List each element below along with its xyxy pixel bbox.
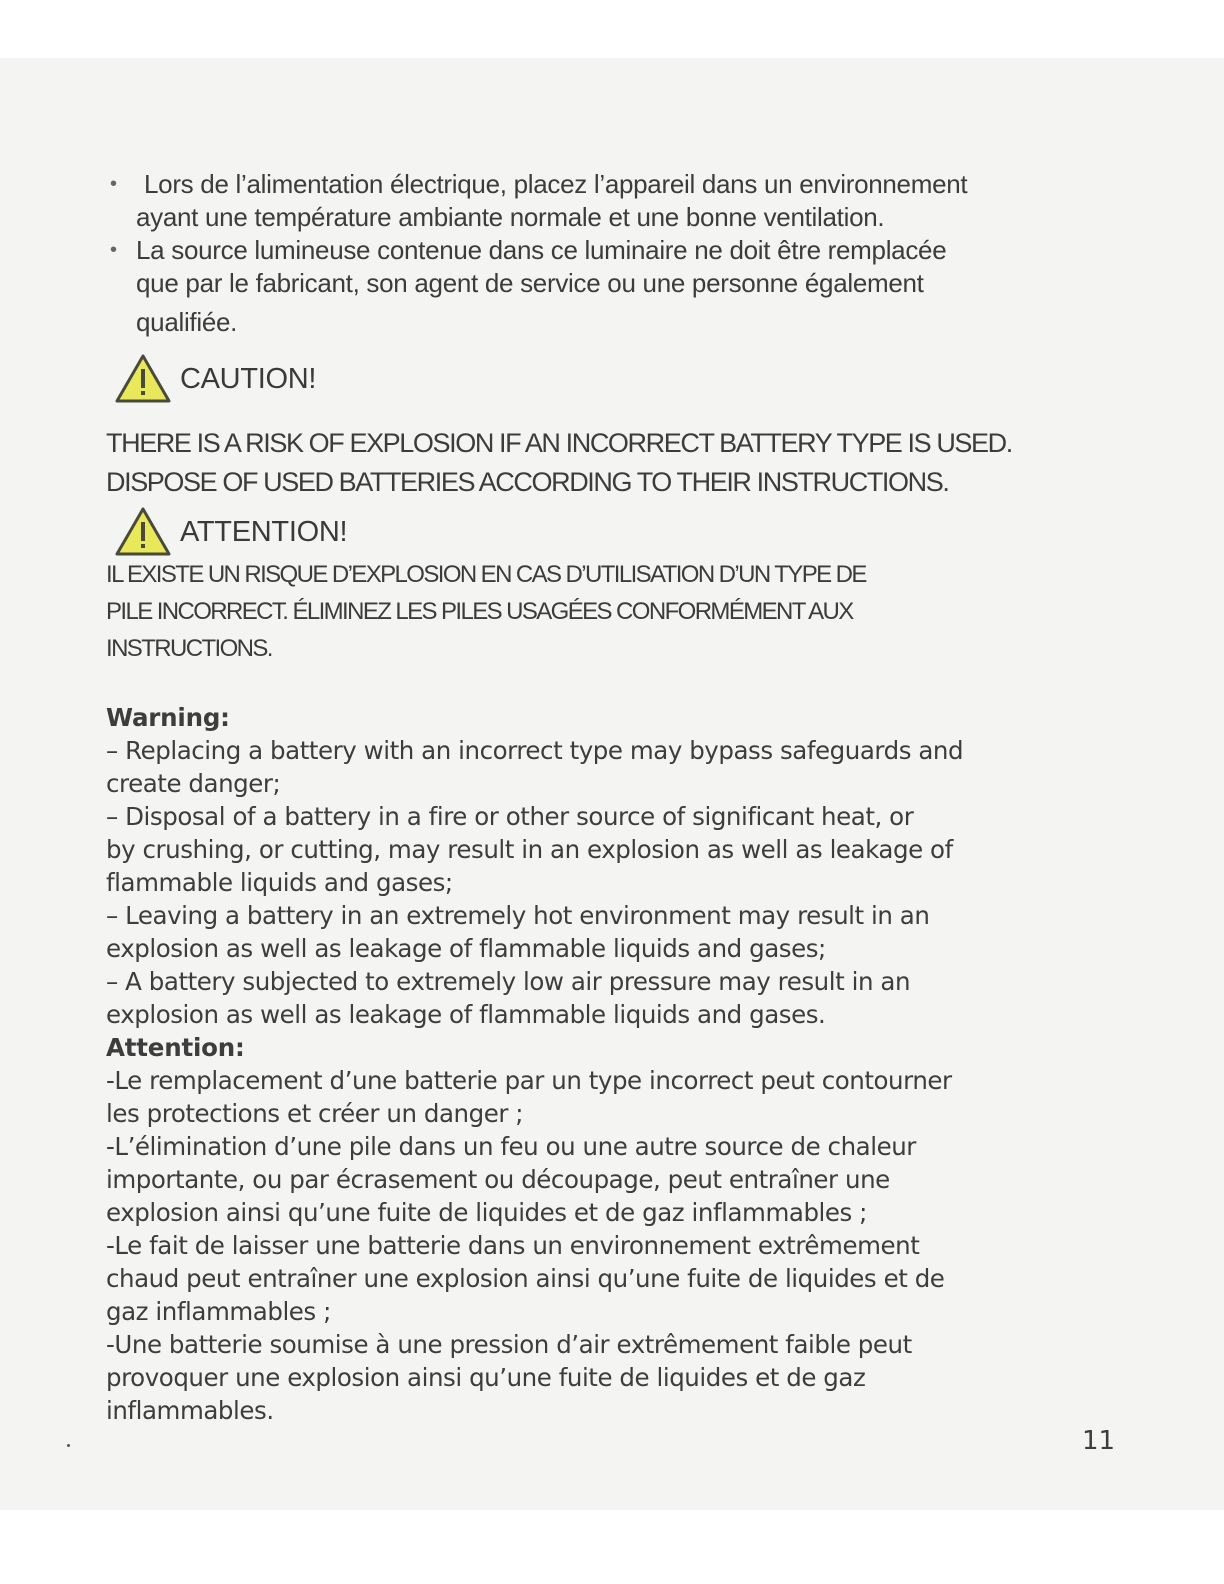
warning-en-line: by crushing, or cutting, may result in an explosion as well as leakage of — [106, 835, 953, 864]
warning-fr-line: -Une batterie soumise à une pression d’air extrêmement faible peut — [106, 1330, 912, 1359]
bullet-item-light-source — [106, 234, 1116, 339]
warning-en-line: flammable liquids and gases; — [106, 868, 453, 897]
caution-label: CAUTION! — [180, 362, 317, 395]
manual-page — [0, 58, 1224, 1510]
bullet-item-power — [106, 168, 1116, 234]
warning-fr-line: chaud peut entraîner une explosion ainsi qu’une fuite de liquides et de — [106, 1264, 945, 1293]
warning-en-line: – Replacing a battery with an incorrect type may bypass safeguards and — [106, 736, 964, 765]
warning-en-line: create danger; — [106, 769, 281, 798]
attention-text — [106, 556, 866, 667]
warning-fr-line: inflammables. — [106, 1396, 274, 1425]
warning-en-line: – Leaving a battery in an extremely hot environment may result in an — [106, 901, 930, 930]
attention-heading — [114, 506, 347, 558]
warning-en-line: explosion as well as leakage of flammable liquids and gases; — [106, 934, 826, 963]
warning-fr-line: les protections et créer un danger ; — [106, 1099, 524, 1128]
bullet-line: qualifiée. — [136, 307, 238, 337]
warning-fr-line: importante, ou par écrasement ou découpage, peut entraîner une — [106, 1165, 890, 1194]
caution-heading — [114, 353, 316, 405]
attention-line: INSTRUCTIONS. — [106, 635, 272, 662]
warning-fr-line: explosion ainsi qu’une fuite de liquides et de gaz inflammables ; — [106, 1198, 867, 1227]
caution-line: DISPOSE OF USED BATTERIES ACCORDING TO THEIR INSTRUCTIONS. — [106, 467, 949, 497]
caution-text — [106, 424, 1012, 502]
attention-label: ATTENTION! — [180, 515, 348, 548]
warning-en-line: explosion as well as leakage of flammable liquids and gases. — [106, 1000, 826, 1029]
bullet-line: que par le fabricant, son agent de service ou une personne également — [136, 268, 924, 298]
speck — [67, 1444, 70, 1447]
battery-warnings — [106, 701, 1116, 1427]
attention-line: PILE INCORRECT. ÉLIMINEZ LES PILES USAGÉES CONFORMÉMENT AUX — [106, 598, 853, 625]
safety-bullet-list — [106, 168, 1116, 339]
warning-fr-title: Attention: — [106, 1033, 245, 1062]
bullet-line: La source lumineuse contenue dans ce luminaire ne doit être remplacée — [136, 235, 947, 265]
warning-en-line: – Disposal of a battery in a fire or other source of significant heat, or — [106, 802, 914, 831]
bullet-line: ayant une température ambiante normale et une bonne ventilation. — [136, 202, 885, 232]
warning-fr-line: provoquer une explosion ainsi qu’une fuite de liquides et de gaz — [106, 1363, 866, 1392]
bullet-line: Lors de l’alimentation électrique, placez l’appareil dans un environnement — [144, 169, 968, 199]
warning-fr-line: gaz inflammables ; — [106, 1297, 331, 1326]
warning-triangle-icon — [114, 353, 172, 405]
warning-fr-line: -Le remplacement d’une batterie par un type incorrect peut contourner — [106, 1066, 952, 1095]
caution-line: THERE IS A RISK OF EXPLOSION IF AN INCORRECT BATTERY TYPE IS USED. — [106, 428, 1012, 458]
warning-fr-line: -Le fait de laisser une batterie dans un environnement extrêmement — [106, 1231, 920, 1260]
warning-en-line: – A battery subjected to extremely low air pressure may result in an — [106, 967, 911, 996]
warning-triangle-icon — [114, 506, 172, 558]
page-number: 11 — [1082, 1426, 1116, 1456]
attention-line: IL EXISTE UN RISQUE D’EXPLOSION EN CAS D’UTILISATION D’UN TYPE DE — [106, 561, 866, 588]
warning-fr-line: -L’élimination d’une pile dans un feu ou une autre source de chaleur — [106, 1132, 916, 1161]
warning-en-title: Warning: — [106, 703, 230, 732]
